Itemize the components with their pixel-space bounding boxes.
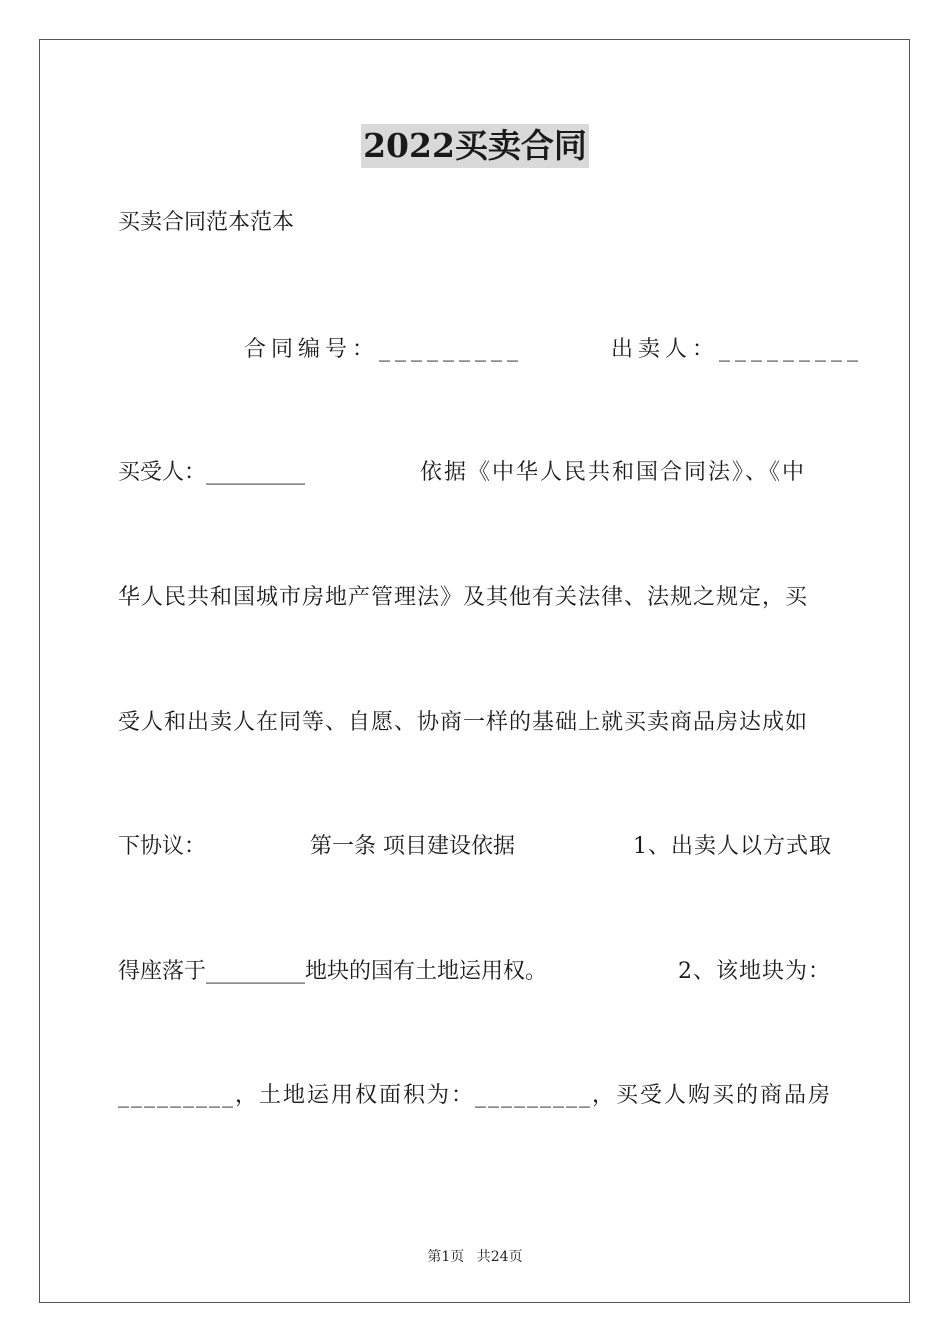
paragraph-text: 2、该地块为： (678, 959, 831, 984)
paragraph-line-3 (118, 583, 834, 613)
contract-number-field: 合同编号：_________ (244, 337, 524, 362)
paragraph-text: 受人和出卖人在同等、自愿、协商一样的基础上就买卖商品房达成如 (118, 710, 809, 735)
page-footer (0, 1247, 950, 1267)
paragraph-line-7 (118, 1081, 834, 1111)
paragraph-line-6 (118, 957, 834, 987)
seller-field: 出卖人：_________ (611, 337, 864, 362)
document-subtitle: 买卖合同范本范本 (118, 210, 295, 235)
paragraph-text: 依据《中华人民共和国合同法》、《中 (420, 460, 807, 485)
paragraph-text: 华人民共和国城市房地产管理法》及其他有关法律、法规之规定，买 (118, 585, 809, 610)
title-container (0, 124, 950, 168)
page-number: 第1页 (427, 1249, 465, 1265)
paragraph-line-4 (118, 708, 834, 738)
paragraph-text: 下协议： (118, 834, 207, 859)
paragraph-text: 得座落于_________地块的国有土地运用权。 (118, 959, 548, 984)
paragraph-line-2 (118, 458, 834, 488)
subtitle-line (118, 208, 834, 238)
document-title: 2022买卖合同 (361, 124, 589, 168)
paragraph-line-5 (118, 832, 834, 862)
page-total: 共24页 (476, 1249, 523, 1265)
article-heading: 第一条 项目建设依据 (310, 834, 515, 859)
paragraph-text: _________，土地运用权面积为：_________，买受人购买的商品房 (118, 1083, 833, 1108)
paragraph-line-1 (118, 335, 864, 365)
buyer-field: 买受人：_________ (118, 460, 306, 485)
paragraph-text: 1、出卖人以方式取 (633, 834, 832, 859)
